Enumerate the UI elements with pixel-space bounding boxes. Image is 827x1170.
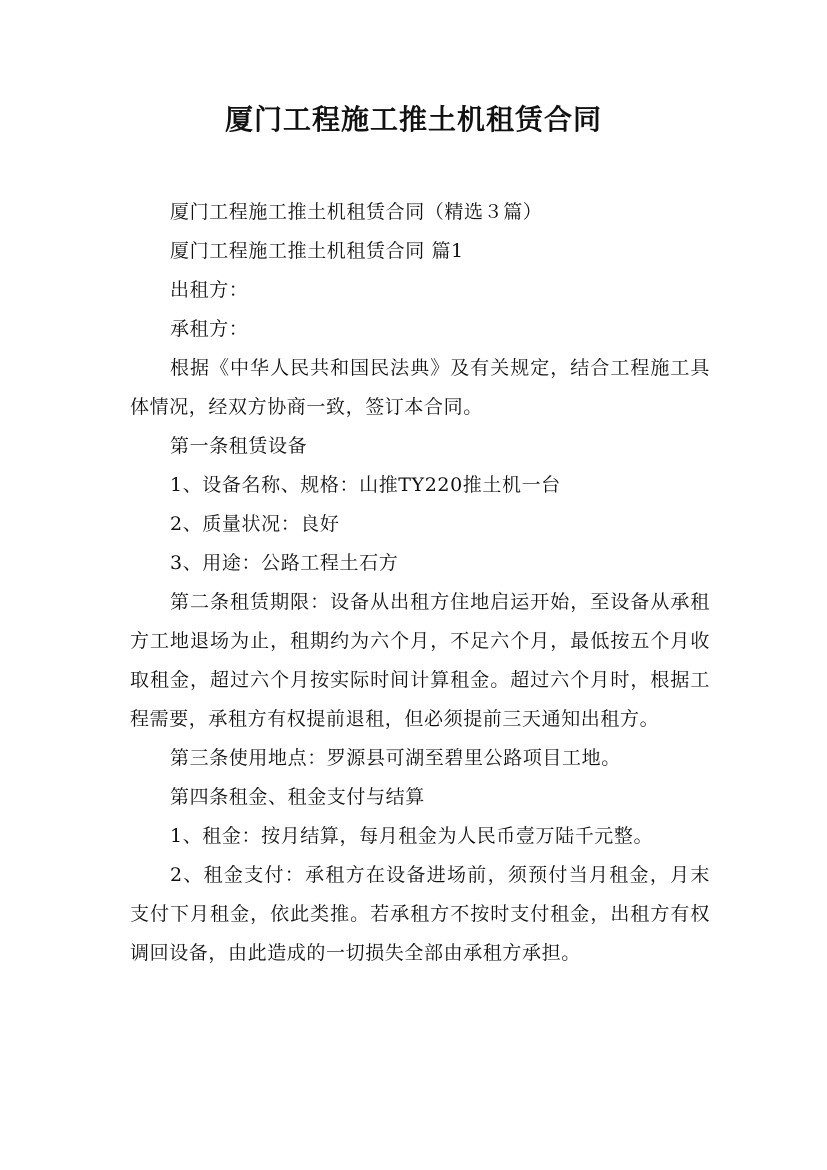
paragraph-article-1-item-2: 2、质量状况：良好 (170, 513, 340, 535)
paragraph-article-4-item-2: 2、租金支付：承租方在设备进场前，须预付当月租金，月末支付下月租金，依此类推。若承租方不按时支付租金，出租方有权调回设备，由此造成的一切损失全部由承租方承担。 (130, 864, 710, 964)
document-title: 厦门工程施工推土机租赁合同 (224, 103, 602, 136)
paragraph-article-4: 第四条租金、租金支付与结算 (170, 786, 425, 808)
document-body (130, 193, 710, 973)
paragraph-lessor: 出租方： (170, 279, 249, 301)
paragraph-part-heading: 厦门工程施工推土机租赁合同 篇1 (170, 240, 464, 262)
paragraph-lessee: 承租方： (170, 318, 249, 340)
paragraph-article-1-item-1: 1、设备名称、规格：山推TY220推土机一台 (170, 474, 561, 496)
paragraph-article-3: 第三条使用地点：罗源县可湖至碧里公路项目工地。 (170, 747, 621, 769)
paragraph-article-2: 第二条租赁期限：设备从出租方住地启运开始，至设备从承租方工地退场为止，租期约为六个月，不足六个月，最低按五个月收取租金，超过六个月按实际时间计算租金。超过六个月时，根据工程需要，承租方有权提前退租，但必须提前三天通知出租方。 (130, 591, 710, 730)
paragraph-article-1: 第一条租赁设备 (170, 435, 308, 457)
paragraph-subtitle: 厦门工程施工推土机租赁合同（精选３篇） (170, 201, 543, 223)
paragraph-article-1-item-3: 3、用途：公路工程土石方 (170, 552, 399, 574)
paragraph-article-4-item-1: 1、租金：按月结算，每月租金为人民币壹万陆千元整。 (170, 825, 654, 847)
paragraph-preamble: 根据《中华人民共和国民法典》及有关规定，结合工程施工具体情况，经双方协商一致，签订本合同。 (130, 357, 710, 418)
